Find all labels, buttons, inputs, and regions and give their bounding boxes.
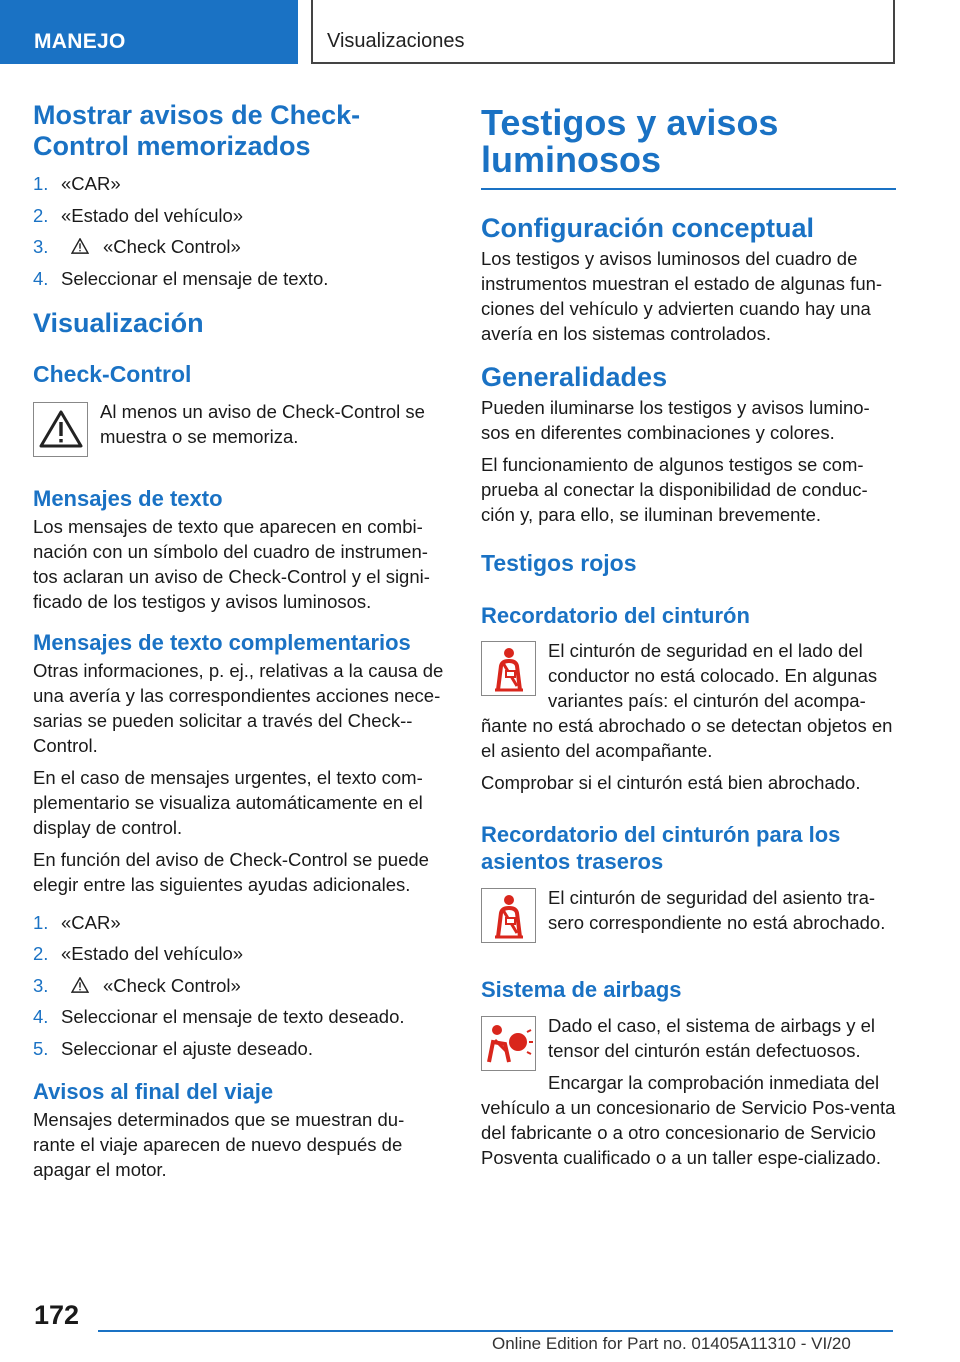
concept-paragraph: Los testigos y avisos luminosos del cuadro de instrumentos muestran el estado de algunas fun-ciones del vehículo y advierten cuando hay una avería en los sistemas controlados. (481, 248, 883, 344)
rear-seatbelt-icon-box (481, 888, 536, 943)
heading-textmsg: Mensajes de texto (33, 485, 223, 511)
complementary-paragraph-3: En función del aviso de Check-Control se puede elegir entre las siguientes ayudas adicionales. (33, 848, 429, 895)
complementary-paragraph-1: Otras informaciones, p. ej., relativas a la causa de una avería y las correspondientes acciones nece-sarias se pueden solicitar a través del Check--Control. (33, 659, 444, 756)
warning-icon-box (33, 402, 88, 457)
right-column (481, 100, 896, 1170)
section-tab (0, 0, 298, 64)
steps-memorized (33, 171, 445, 291)
list-item: 4. Seleccionar el mensaje de texto. (33, 267, 329, 289)
list-item: 3. «Check Control» (33, 974, 241, 996)
list-item: 4. Seleccionar el mensaje de texto deseado. (33, 1006, 405, 1027)
warning-triangle-icon (71, 977, 89, 993)
warning-triangle-icon (38, 409, 84, 449)
belt-text: El cinturón de seguridad en el lado del conductor no está colocado. En algunas variantes país: el cinturón del acompa- (548, 640, 878, 711)
general-paragraph-2: El funcionamiento de algunos testigos se com-prueba al conectar la disponibilidad de conduc-ción y, para ello, se iluminan brevemente. (481, 454, 868, 525)
checkcontrol-text: Al menos un aviso de Check-Control se muestra o se memoriza. (100, 400, 425, 447)
belt-paragraph-2: Comprobar si el cinturón está bien abrochado. (481, 772, 861, 793)
list-item: 2. «Estado del vehículo» (33, 943, 244, 964)
warning-triangle-icon (71, 238, 89, 254)
checkcontrol-row (33, 402, 445, 457)
list-item: 5. Seleccionar el ajuste deseado. (33, 1037, 313, 1059)
belt-row (481, 641, 896, 713)
textmsg-paragraph: Los mensajes de texto que aparecen en combi-nación con un símbolo del cuadro de instrumen-tos aclaran un aviso de Check-Control y el signi-ficado de los testigos y avisos luminosos. (33, 515, 430, 612)
heading-main: Testigos y avisos luminosos (481, 102, 779, 180)
heading-memorized: Mostrar avisos de Check-Control memorizados (33, 100, 361, 161)
airbag-icon-box (481, 1016, 536, 1071)
seatbelt-icon-box (481, 641, 536, 696)
heading-general: Generalidades (481, 362, 668, 392)
airbag-icon (485, 1022, 533, 1066)
airbag-paragraph-2-start: Encargar la comprobación inmediata del (548, 1072, 880, 1093)
footer-edition: Online Edition for Part no. 01405A11310 - VI/20 (492, 1334, 851, 1353)
heading-display: Visualización (33, 307, 204, 338)
heading-complementary: Mensajes de texto complementarios (33, 629, 411, 655)
complementary-paragraph-2: En el caso de mensajes urgentes, el texto com-plementario se visualiza automáticamente en el display de control. (33, 766, 423, 838)
heading-concept: Configuración conceptual (481, 213, 815, 243)
left-column (33, 100, 445, 1182)
rearbelt-row (481, 888, 896, 943)
general-paragraph-1: Pueden iluminarse los testigos y avisos lumino-sos en diferentes combinaciones y colores. (481, 397, 870, 443)
belt-text-continued: ñante no está abrochado o se detectan objetos en el asiento del acompañante. (481, 715, 893, 761)
chapter-title (311, 0, 895, 64)
heading-belt: Recordatorio del cinturón (481, 603, 750, 628)
rear-seatbelt-icon (487, 893, 531, 939)
page-number: 172 (34, 1300, 80, 1330)
heading-endtrip: Avisos al final del viaje (33, 1078, 274, 1104)
heading-rule (481, 188, 896, 190)
list-item: 1. «CAR» (33, 173, 121, 194)
chapter-title-label: Visualizaciones (327, 30, 465, 52)
seatbelt-icon (487, 646, 531, 692)
footer-rule (98, 1330, 893, 1332)
airbag-row (481, 1016, 896, 1095)
airbag-paragraph-2: vehículo a un concesionario de Servicio Pos-venta del fabricante o a otro concesionario de Servicio Posventa cualificado o a un taller espe-cializado. (481, 1097, 896, 1168)
list-item: 2. «Estado del vehículo» (33, 204, 244, 226)
rearbelt-text: El cinturón de seguridad del asiento tra-sero correspondiente no está abrochado. (548, 887, 886, 933)
list-item: 3. «Check Control» (33, 236, 241, 257)
heading-rearbelt: Recordatorio del cinturón para los asientos traseros (481, 822, 841, 874)
heading-checkcontrol: Check-Control (33, 360, 192, 387)
heading-airbag: Sistema de airbags (481, 977, 682, 1002)
steps-help (33, 910, 445, 1061)
heading-red: Testigos rojos (481, 550, 637, 576)
list-item: 1. «CAR» (33, 911, 121, 933)
section-label: MANEJO (34, 30, 126, 53)
airbag-text: Dado el caso, el sistema de airbags y el tensor del cinturón están defectuosos. (548, 1015, 876, 1061)
endtrip-paragraph: Mensajes determinados que se muestran du-rante el viaje aparecen de nuevo después de apagar el motor. (33, 1108, 405, 1180)
